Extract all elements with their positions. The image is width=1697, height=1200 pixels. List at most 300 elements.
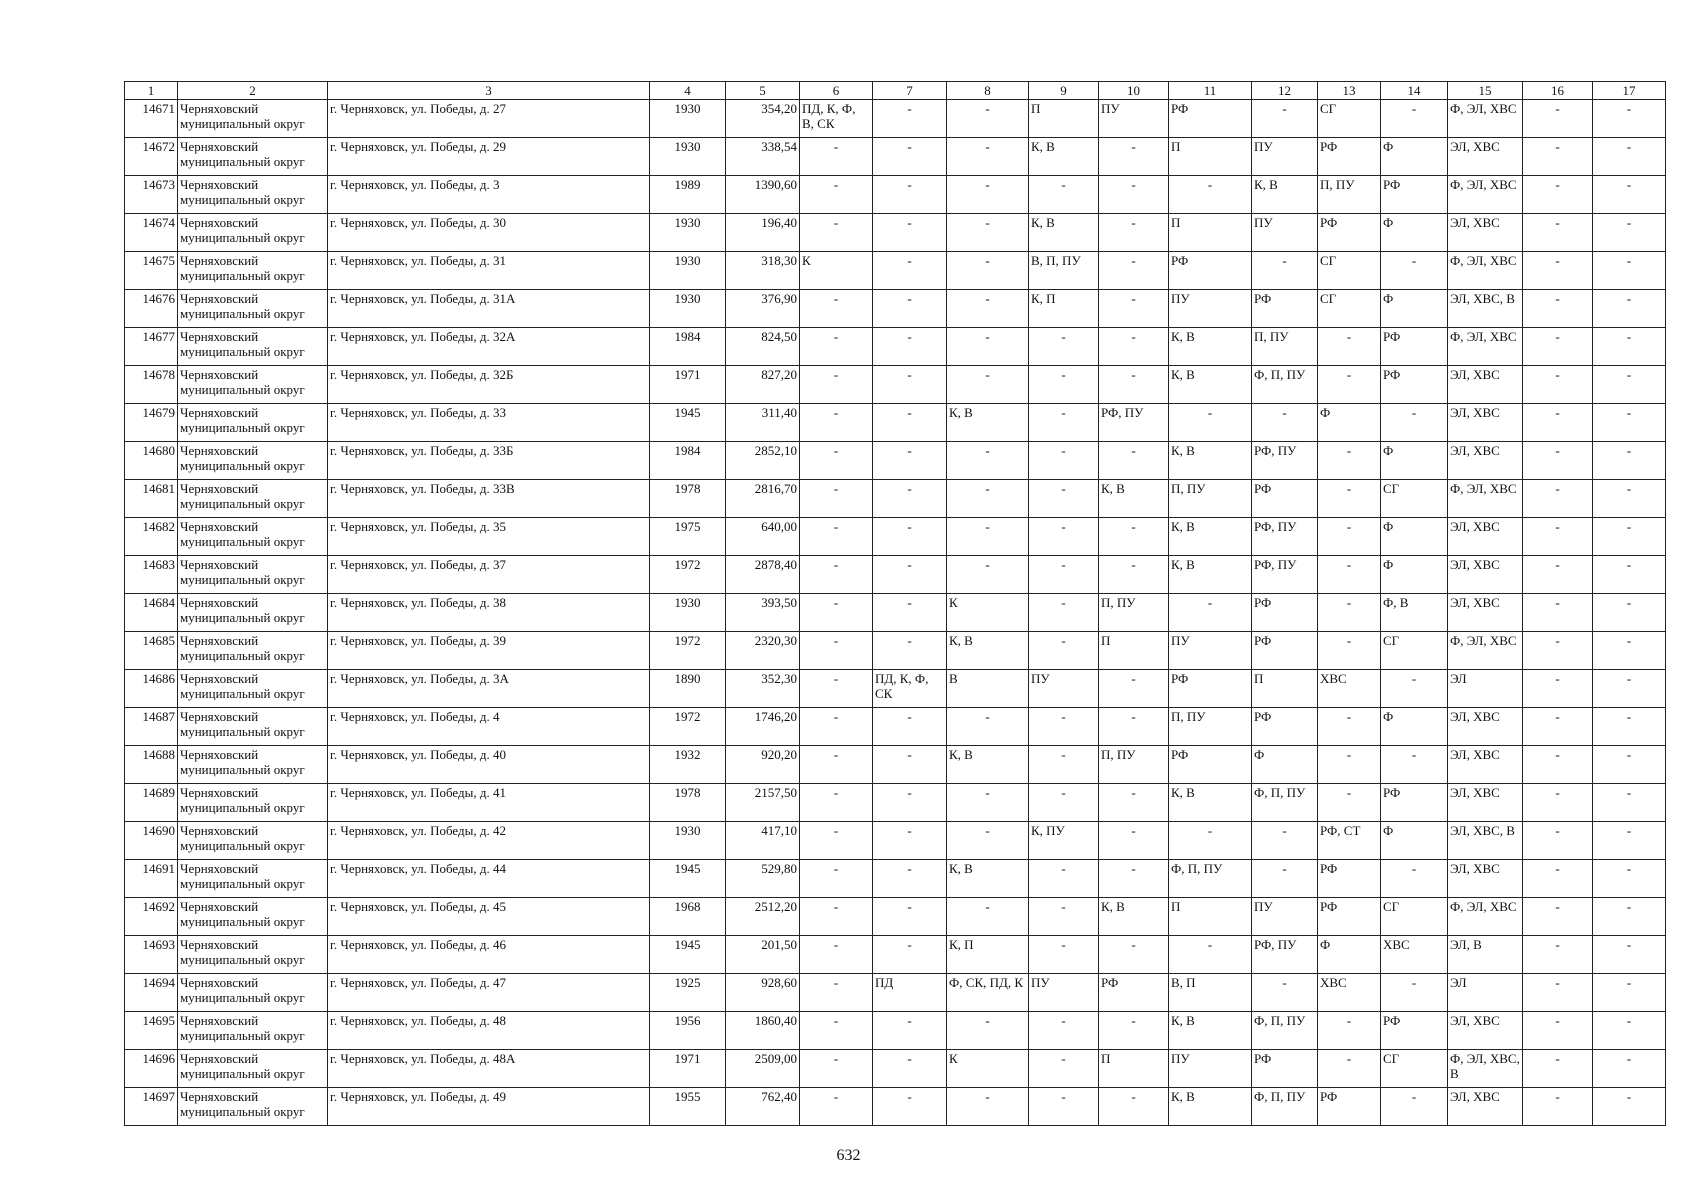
cell-col-7: -: [873, 290, 947, 328]
cell-col-13: -: [1318, 632, 1381, 670]
cell-col-6: -: [800, 176, 873, 214]
cell-col-17: -: [1593, 1050, 1666, 1088]
cell-col-7: -: [873, 366, 947, 404]
table-row: [125, 100, 1666, 138]
cell-municipality: Черняховский муниципальный округ: [178, 366, 328, 404]
cell-municipality: Черняховский муниципальный округ: [178, 1012, 328, 1050]
cell-col-12: РФ: [1252, 1050, 1318, 1088]
cell-col-17: -: [1593, 176, 1666, 214]
cell-col-12: Ф: [1252, 746, 1318, 784]
cell-area: 2157,50: [726, 784, 800, 822]
cell-col-8: -: [947, 442, 1029, 480]
cell-col-9: -: [1029, 898, 1099, 936]
cell-col-13: -: [1318, 594, 1381, 632]
cell-col-6: ПД, К, Ф, В, СК: [800, 100, 873, 138]
cell-col-16: -: [1523, 822, 1593, 860]
cell-col-14: Ф: [1381, 214, 1448, 252]
cell-col-10: -: [1099, 1088, 1169, 1126]
cell-col-17: -: [1593, 214, 1666, 252]
cell-col-15: ЭЛ, ХВС: [1448, 518, 1523, 556]
cell-col-14: Ф: [1381, 442, 1448, 480]
cell-col-14: -: [1381, 404, 1448, 442]
cell-address: г. Черняховск, ул. Победы, д. 47: [328, 974, 650, 1012]
cell-col-16: -: [1523, 1088, 1593, 1126]
cell-col-15: ЭЛ, ХВС: [1448, 1012, 1523, 1050]
cell-col-6: -: [800, 480, 873, 518]
cell-year-built: 1930: [650, 252, 726, 290]
cell-address: г. Черняховск, ул. Победы, д. 37: [328, 556, 650, 594]
cell-col-9: -: [1029, 860, 1099, 898]
cell-col-17: -: [1593, 100, 1666, 138]
cell-col-17: -: [1593, 594, 1666, 632]
cell-col-7: -: [873, 784, 947, 822]
cell-area: 824,50: [726, 328, 800, 366]
cell-year-built: 1945: [650, 404, 726, 442]
cell-col-8: -: [947, 1088, 1029, 1126]
table-row: [125, 822, 1666, 860]
cell-col-16: -: [1523, 898, 1593, 936]
cell-col-11: П, ПУ: [1169, 708, 1252, 746]
cell-col-12: -: [1252, 822, 1318, 860]
cell-record-number: 14697: [125, 1088, 178, 1126]
cell-col-6: -: [800, 594, 873, 632]
cell-col-9: -: [1029, 518, 1099, 556]
cell-area: 2320,30: [726, 632, 800, 670]
cell-col-11: Ф, П, ПУ: [1169, 860, 1252, 898]
cell-col-11: К, В: [1169, 556, 1252, 594]
column-header-6: 6: [800, 82, 873, 100]
cell-col-11: К, В: [1169, 328, 1252, 366]
cell-col-11: -: [1169, 176, 1252, 214]
table-row: [125, 138, 1666, 176]
cell-area: 762,40: [726, 1088, 800, 1126]
cell-col-10: РФ, ПУ: [1099, 404, 1169, 442]
cell-col-11: ПУ: [1169, 1050, 1252, 1088]
cell-col-12: РФ: [1252, 632, 1318, 670]
cell-municipality: Черняховский муниципальный округ: [178, 480, 328, 518]
cell-area: 376,90: [726, 290, 800, 328]
cell-year-built: 1930: [650, 594, 726, 632]
cell-col-15: ЭЛ, ХВС: [1448, 784, 1523, 822]
cell-year-built: 1972: [650, 708, 726, 746]
cell-col-9: -: [1029, 328, 1099, 366]
cell-col-12: -: [1252, 100, 1318, 138]
cell-col-16: -: [1523, 974, 1593, 1012]
cell-col-6: -: [800, 822, 873, 860]
cell-col-6: -: [800, 366, 873, 404]
cell-col-17: -: [1593, 822, 1666, 860]
cell-year-built: 1930: [650, 138, 726, 176]
cell-col-10: -: [1099, 328, 1169, 366]
cell-col-12: К, В: [1252, 176, 1318, 214]
cell-col-9: -: [1029, 1050, 1099, 1088]
cell-col-10: -: [1099, 1012, 1169, 1050]
cell-municipality: Черняховский муниципальный округ: [178, 328, 328, 366]
cell-address: г. Черняховск, ул. Победы, д. 35: [328, 518, 650, 556]
cell-col-8: К, В: [947, 404, 1029, 442]
cell-col-7: -: [873, 594, 947, 632]
cell-col-9: П: [1029, 100, 1099, 138]
cell-record-number: 14681: [125, 480, 178, 518]
cell-col-8: -: [947, 366, 1029, 404]
cell-municipality: Черняховский муниципальный округ: [178, 1050, 328, 1088]
cell-col-11: -: [1169, 936, 1252, 974]
column-header-9: 9: [1029, 82, 1099, 100]
cell-col-9: ПУ: [1029, 670, 1099, 708]
cell-address: г. Черняховск, ул. Победы, д. 29: [328, 138, 650, 176]
cell-year-built: 1930: [650, 100, 726, 138]
cell-address: г. Черняховск, ул. Победы, д. 40: [328, 746, 650, 784]
cell-record-number: 14693: [125, 936, 178, 974]
cell-col-16: -: [1523, 632, 1593, 670]
column-header-7: 7: [873, 82, 947, 100]
cell-col-15: ЭЛ, ХВС: [1448, 594, 1523, 632]
column-header-12: 12: [1252, 82, 1318, 100]
cell-col-11: П: [1169, 138, 1252, 176]
cell-area: 201,50: [726, 936, 800, 974]
cell-col-8: К: [947, 1050, 1029, 1088]
cell-area: 318,30: [726, 252, 800, 290]
cell-col-16: -: [1523, 138, 1593, 176]
cell-col-6: К: [800, 252, 873, 290]
cell-col-15: ЭЛ, ХВС, В: [1448, 290, 1523, 328]
cell-address: г. Черняховск, ул. Победы, д. 33В: [328, 480, 650, 518]
cell-address: г. Черняховск, ул. Победы, д. 44: [328, 860, 650, 898]
cell-col-6: -: [800, 404, 873, 442]
cell-address: г. Черняховск, ул. Победы, д. 48А: [328, 1050, 650, 1088]
cell-col-10: П, ПУ: [1099, 746, 1169, 784]
cell-col-13: Ф: [1318, 404, 1381, 442]
cell-col-11: К, В: [1169, 518, 1252, 556]
cell-col-16: -: [1523, 1012, 1593, 1050]
cell-col-17: -: [1593, 480, 1666, 518]
cell-col-6: -: [800, 708, 873, 746]
cell-record-number: 14688: [125, 746, 178, 784]
cell-col-8: -: [947, 480, 1029, 518]
cell-col-14: Ф: [1381, 708, 1448, 746]
cell-col-13: Ф: [1318, 936, 1381, 974]
cell-address: г. Черняховск, ул. Победы, д. 32Б: [328, 366, 650, 404]
cell-col-16: -: [1523, 1050, 1593, 1088]
cell-municipality: Черняховский муниципальный округ: [178, 822, 328, 860]
cell-col-16: -: [1523, 290, 1593, 328]
table-row: [125, 290, 1666, 328]
cell-col-7: -: [873, 480, 947, 518]
cell-address: г. Черняховск, ул. Победы, д. 48: [328, 1012, 650, 1050]
column-header-13: 13: [1318, 82, 1381, 100]
column-header-10: 10: [1099, 82, 1169, 100]
cell-col-7: -: [873, 100, 947, 138]
cell-col-17: -: [1593, 366, 1666, 404]
cell-year-built: 1945: [650, 860, 726, 898]
cell-col-14: РФ: [1381, 176, 1448, 214]
cell-col-11: К, В: [1169, 1012, 1252, 1050]
cell-col-13: РФ: [1318, 138, 1381, 176]
cell-col-17: -: [1593, 974, 1666, 1012]
cell-col-16: -: [1523, 556, 1593, 594]
cell-col-14: РФ: [1381, 366, 1448, 404]
column-header-16: 16: [1523, 82, 1593, 100]
cell-col-6: -: [800, 670, 873, 708]
cell-col-9: -: [1029, 1012, 1099, 1050]
cell-area: 1746,20: [726, 708, 800, 746]
cell-col-10: -: [1099, 518, 1169, 556]
cell-record-number: 14671: [125, 100, 178, 138]
cell-col-7: -: [873, 252, 947, 290]
table-row: [125, 632, 1666, 670]
cell-col-7: -: [873, 936, 947, 974]
cell-col-7: -: [873, 176, 947, 214]
cell-area: 2878,40: [726, 556, 800, 594]
cell-col-13: -: [1318, 556, 1381, 594]
cell-col-12: Ф, П, ПУ: [1252, 366, 1318, 404]
cell-col-9: В, П, ПУ: [1029, 252, 1099, 290]
table-row: [125, 708, 1666, 746]
cell-municipality: Черняховский муниципальный округ: [178, 556, 328, 594]
cell-record-number: 14696: [125, 1050, 178, 1088]
cell-col-10: -: [1099, 936, 1169, 974]
cell-col-16: -: [1523, 936, 1593, 974]
cell-col-7: ПД: [873, 974, 947, 1012]
cell-col-13: СГ: [1318, 290, 1381, 328]
cell-record-number: 14680: [125, 442, 178, 480]
cell-col-17: -: [1593, 632, 1666, 670]
cell-col-6: -: [800, 936, 873, 974]
cell-col-11: П, ПУ: [1169, 480, 1252, 518]
cell-col-12: -: [1252, 860, 1318, 898]
cell-col-14: СГ: [1381, 898, 1448, 936]
cell-col-11: К, В: [1169, 1088, 1252, 1126]
cell-col-12: ПУ: [1252, 214, 1318, 252]
cell-col-8: -: [947, 290, 1029, 328]
cell-col-9: К, ПУ: [1029, 822, 1099, 860]
table-row: [125, 442, 1666, 480]
cell-col-16: -: [1523, 518, 1593, 556]
cell-year-built: 1989: [650, 176, 726, 214]
cell-col-10: РФ: [1099, 974, 1169, 1012]
cell-col-16: -: [1523, 746, 1593, 784]
cell-record-number: 14689: [125, 784, 178, 822]
cell-col-11: РФ: [1169, 746, 1252, 784]
cell-area: 417,10: [726, 822, 800, 860]
cell-col-9: -: [1029, 594, 1099, 632]
cell-col-13: П, ПУ: [1318, 176, 1381, 214]
cell-col-7: -: [873, 632, 947, 670]
cell-col-10: -: [1099, 860, 1169, 898]
cell-col-16: -: [1523, 860, 1593, 898]
cell-col-17: -: [1593, 290, 1666, 328]
cell-col-12: РФ, ПУ: [1252, 518, 1318, 556]
table-row: [125, 784, 1666, 822]
cell-col-12: РФ, ПУ: [1252, 556, 1318, 594]
cell-year-built: 1984: [650, 442, 726, 480]
cell-col-9: К, В: [1029, 138, 1099, 176]
cell-col-6: -: [800, 214, 873, 252]
cell-col-10: -: [1099, 290, 1169, 328]
column-header-11: 11: [1169, 82, 1252, 100]
cell-col-8: -: [947, 252, 1029, 290]
cell-year-built: 1971: [650, 366, 726, 404]
cell-col-8: К: [947, 594, 1029, 632]
cell-col-12: ПУ: [1252, 138, 1318, 176]
cell-col-13: -: [1318, 518, 1381, 556]
cell-col-8: -: [947, 518, 1029, 556]
table-row: [125, 746, 1666, 784]
cell-municipality: Черняховский муниципальный округ: [178, 290, 328, 328]
table-row: [125, 670, 1666, 708]
cell-record-number: 14686: [125, 670, 178, 708]
cell-col-15: ЭЛ, ХВС: [1448, 1088, 1523, 1126]
cell-year-built: 1930: [650, 290, 726, 328]
cell-col-9: -: [1029, 746, 1099, 784]
cell-year-built: 1971: [650, 1050, 726, 1088]
cell-col-14: -: [1381, 1088, 1448, 1126]
cell-year-built: 1955: [650, 1088, 726, 1126]
cell-municipality: Черняховский муниципальный округ: [178, 784, 328, 822]
cell-municipality: Черняховский муниципальный округ: [178, 860, 328, 898]
cell-col-12: -: [1252, 974, 1318, 1012]
cell-col-11: РФ: [1169, 252, 1252, 290]
cell-col-10: -: [1099, 822, 1169, 860]
cell-col-11: П: [1169, 898, 1252, 936]
cell-record-number: 14677: [125, 328, 178, 366]
cell-col-12: РФ, ПУ: [1252, 442, 1318, 480]
table-row: [125, 328, 1666, 366]
cell-col-9: К, П: [1029, 290, 1099, 328]
cell-col-15: Ф, ЭЛ, ХВС: [1448, 898, 1523, 936]
cell-col-10: -: [1099, 214, 1169, 252]
cell-municipality: Черняховский муниципальный округ: [178, 670, 328, 708]
cell-municipality: Черняховский муниципальный округ: [178, 518, 328, 556]
cell-col-8: -: [947, 784, 1029, 822]
cell-col-17: -: [1593, 898, 1666, 936]
cell-col-6: -: [800, 1088, 873, 1126]
cell-col-6: -: [800, 1012, 873, 1050]
cell-municipality: Черняховский муниципальный округ: [178, 214, 328, 252]
cell-col-12: РФ: [1252, 290, 1318, 328]
cell-col-6: -: [800, 974, 873, 1012]
cell-col-8: К, В: [947, 746, 1029, 784]
table-row: [125, 404, 1666, 442]
cell-col-9: -: [1029, 480, 1099, 518]
cell-record-number: 14690: [125, 822, 178, 860]
cell-col-17: -: [1593, 784, 1666, 822]
cell-municipality: Черняховский муниципальный округ: [178, 936, 328, 974]
cell-col-14: РФ: [1381, 1012, 1448, 1050]
cell-municipality: Черняховский муниципальный округ: [178, 404, 328, 442]
cell-col-8: К, П: [947, 936, 1029, 974]
cell-col-7: -: [873, 860, 947, 898]
cell-col-16: -: [1523, 708, 1593, 746]
cell-col-16: -: [1523, 214, 1593, 252]
cell-col-10: -: [1099, 708, 1169, 746]
cell-address: г. Черняховск, ул. Победы, д. 32А: [328, 328, 650, 366]
cell-col-16: -: [1523, 176, 1593, 214]
cell-col-17: -: [1593, 1012, 1666, 1050]
table-row: [125, 366, 1666, 404]
cell-col-10: -: [1099, 138, 1169, 176]
cell-col-6: -: [800, 746, 873, 784]
cell-year-built: 1930: [650, 822, 726, 860]
cell-col-15: Ф, ЭЛ, ХВС: [1448, 632, 1523, 670]
cell-col-17: -: [1593, 252, 1666, 290]
table-row: [125, 1012, 1666, 1050]
cell-year-built: 1890: [650, 670, 726, 708]
cell-col-15: ЭЛ: [1448, 974, 1523, 1012]
cell-col-7: -: [873, 518, 947, 556]
cell-col-13: РФ, СТ: [1318, 822, 1381, 860]
cell-municipality: Черняховский муниципальный округ: [178, 1088, 328, 1126]
cell-col-8: -: [947, 556, 1029, 594]
cell-col-8: К, В: [947, 860, 1029, 898]
cell-col-8: В: [947, 670, 1029, 708]
cell-col-13: СГ: [1318, 252, 1381, 290]
cell-col-7: -: [873, 1050, 947, 1088]
cell-col-14: -: [1381, 860, 1448, 898]
cell-municipality: Черняховский муниципальный округ: [178, 252, 328, 290]
cell-col-9: -: [1029, 708, 1099, 746]
cell-col-17: -: [1593, 442, 1666, 480]
cell-col-9: -: [1029, 366, 1099, 404]
cell-address: г. Черняховск, ул. Победы, д. 3: [328, 176, 650, 214]
cell-col-9: ПУ: [1029, 974, 1099, 1012]
cell-col-6: -: [800, 518, 873, 556]
cell-year-built: 1975: [650, 518, 726, 556]
cell-col-13: СГ: [1318, 100, 1381, 138]
cell-col-16: -: [1523, 442, 1593, 480]
cell-record-number: 14672: [125, 138, 178, 176]
cell-area: 1860,40: [726, 1012, 800, 1050]
cell-col-6: -: [800, 556, 873, 594]
cell-col-14: СГ: [1381, 632, 1448, 670]
cell-col-17: -: [1593, 328, 1666, 366]
cell-col-16: -: [1523, 594, 1593, 632]
cell-col-7: -: [873, 138, 947, 176]
cell-col-7: -: [873, 1088, 947, 1126]
table-row: [125, 1050, 1666, 1088]
cell-year-built: 1978: [650, 784, 726, 822]
cell-municipality: Черняховский муниципальный округ: [178, 594, 328, 632]
column-header-1: 1: [125, 82, 178, 100]
cell-address: г. Черняховск, ул. Победы, д. 39: [328, 632, 650, 670]
cell-col-14: ХВС: [1381, 936, 1448, 974]
cell-col-10: П: [1099, 1050, 1169, 1088]
cell-col-15: ЭЛ: [1448, 670, 1523, 708]
cell-col-15: Ф, ЭЛ, ХВС: [1448, 252, 1523, 290]
cell-col-15: Ф, ЭЛ, ХВС: [1448, 480, 1523, 518]
cell-col-12: П, ПУ: [1252, 328, 1318, 366]
column-header-17: 17: [1593, 82, 1666, 100]
cell-col-15: ЭЛ, В: [1448, 936, 1523, 974]
cell-col-10: П: [1099, 632, 1169, 670]
cell-col-11: -: [1169, 404, 1252, 442]
column-header-5: 5: [726, 82, 800, 100]
cell-year-built: 1968: [650, 898, 726, 936]
cell-col-10: К, В: [1099, 480, 1169, 518]
cell-col-17: -: [1593, 746, 1666, 784]
column-header-15: 15: [1448, 82, 1523, 100]
cell-col-12: -: [1252, 404, 1318, 442]
cell-year-built: 1978: [650, 480, 726, 518]
cell-col-13: -: [1318, 708, 1381, 746]
cell-col-12: Ф, П, ПУ: [1252, 1012, 1318, 1050]
table-row: [125, 176, 1666, 214]
table-row: [125, 860, 1666, 898]
cell-col-7: -: [873, 556, 947, 594]
cell-year-built: 1984: [650, 328, 726, 366]
cell-record-number: 14674: [125, 214, 178, 252]
cell-record-number: 14687: [125, 708, 178, 746]
